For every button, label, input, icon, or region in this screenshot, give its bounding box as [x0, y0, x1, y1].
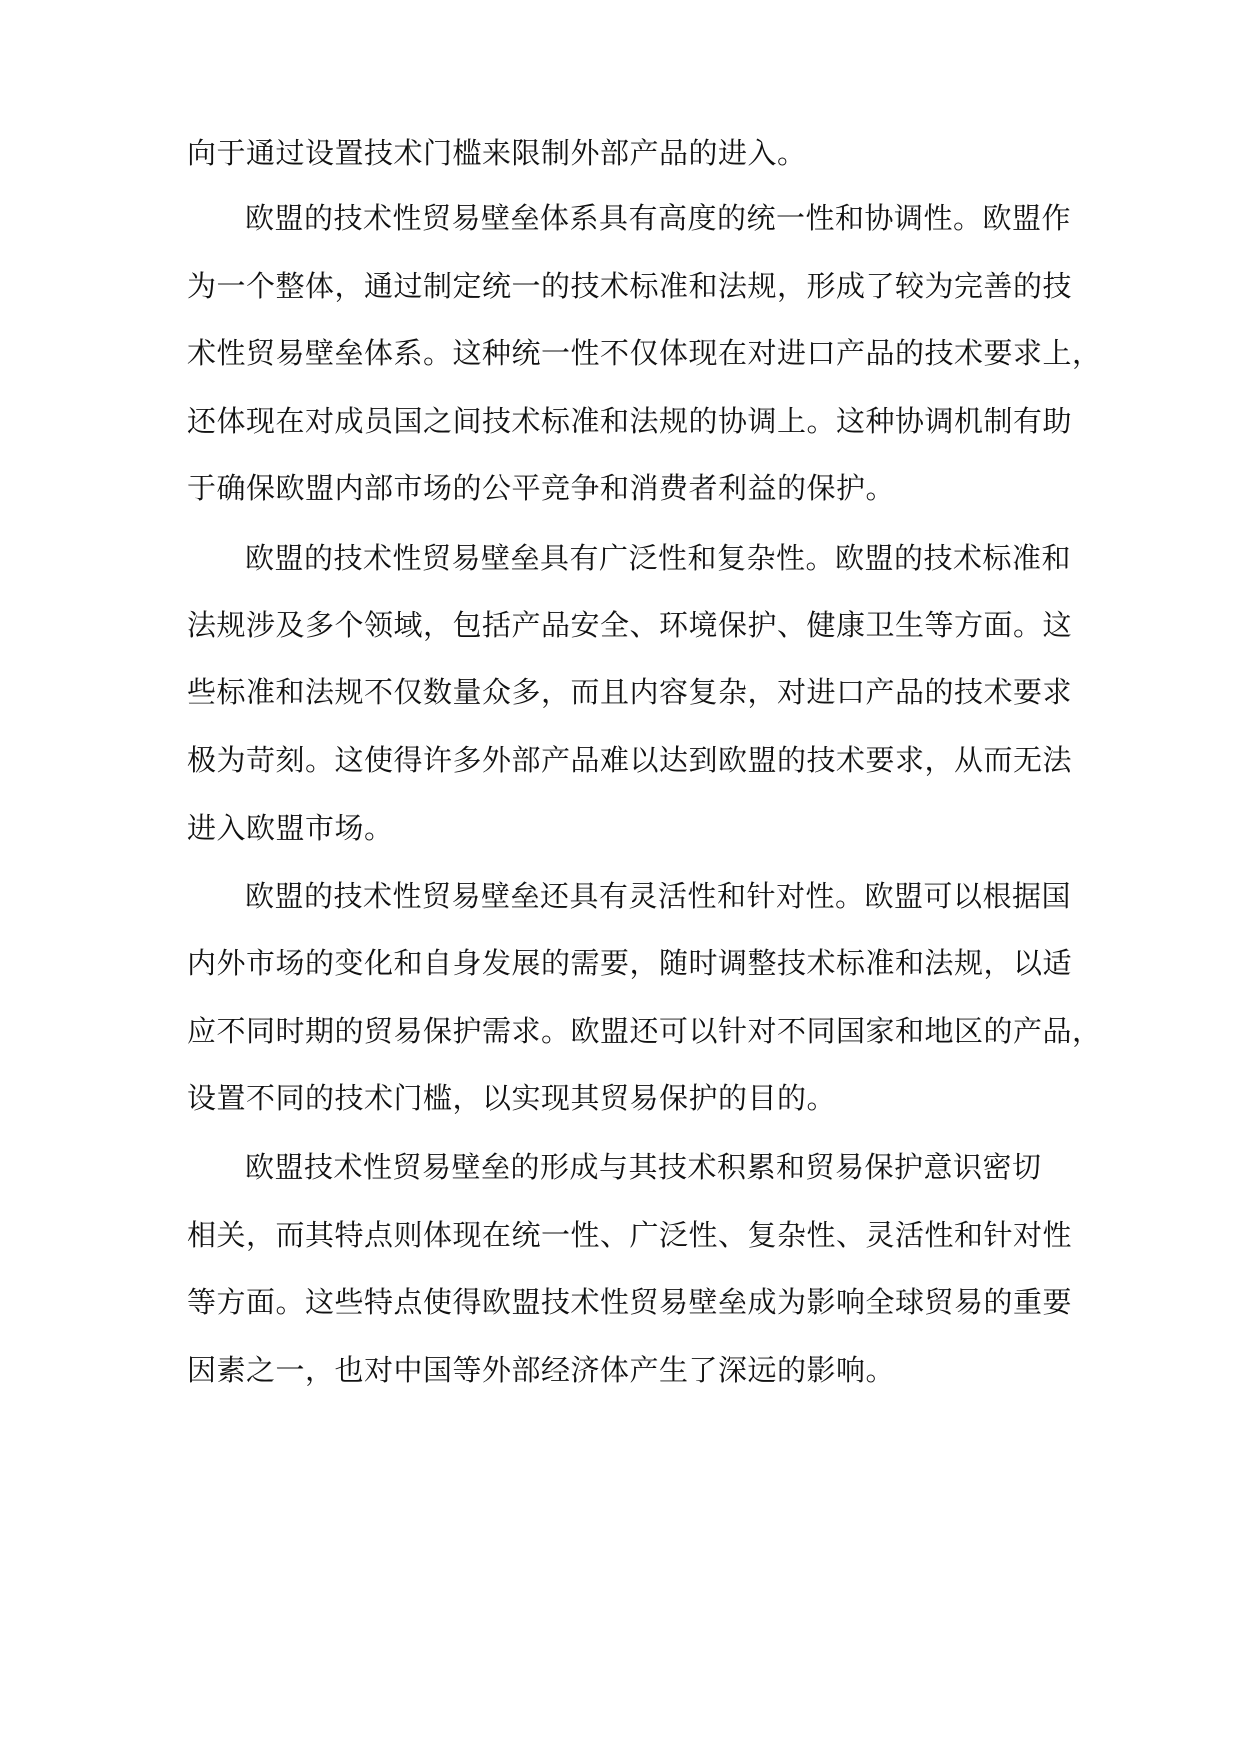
paragraph-first-line: 欧盟的技术性贸易壁垒还具有灵活性和针对性。欧盟可以根据国	[245, 879, 1072, 913]
text-line: 设置不同的技术门槛，以实现其贸易保护的目的。	[187, 1081, 837, 1115]
text-line: 向于通过设置技术门槛来限制外部产品的进入。	[187, 136, 807, 170]
text-line: 还体现在对成员国之间技术标准和法规的协调上。这种协调机制有助	[187, 404, 1073, 438]
text-line: 因素之一，也对中国等外部经济体产生了深远的影响。	[187, 1353, 896, 1387]
text-line: 进入欧盟市场。	[187, 811, 394, 845]
paragraph-first-line: 欧盟的技术性贸易壁垒体系具有高度的统一性和协调性。欧盟作	[245, 201, 1072, 235]
text-line: 法规涉及多个领域，包括产品安全、环境保护、健康卫生等方面。这	[187, 608, 1073, 642]
text-line: 应不同时期的贸易保护需求。欧盟还可以针对不同国家和地区的产品，	[187, 1014, 1102, 1048]
text-line: 极为苛刻。这使得许多外部产品难以达到欧盟的技术要求，从而无法	[187, 743, 1073, 777]
paragraph-first-line: 欧盟技术性贸易壁垒的形成与其技术积累和贸易保护意识密切	[245, 1150, 1042, 1184]
paragraph-first-line: 欧盟的技术性贸易壁垒具有广泛性和复杂性。欧盟的技术标准和	[245, 541, 1072, 575]
text-line: 内外市场的变化和自身发展的需要，随时调整技术标准和法规，以适	[187, 946, 1073, 980]
text-line: 等方面。这些特点使得欧盟技术性贸易壁垒成为影响全球贸易的重要	[187, 1285, 1073, 1319]
text-line: 术性贸易壁垒体系。这种统一性不仅体现在对进口产品的技术要求上，	[187, 336, 1102, 370]
text-line: 为一个整体，通过制定统一的技术标准和法规，形成了较为完善的技	[187, 269, 1073, 303]
text-line: 于确保欧盟内部市场的公平竞争和消费者利益的保护。	[187, 471, 896, 505]
text-line: 相关，而其特点则体现在统一性、广泛性、复杂性、灵活性和针对性	[187, 1218, 1073, 1252]
text-line: 些标准和法规不仅数量众多，而且内容复杂，对进口产品的技术要求	[187, 675, 1073, 709]
